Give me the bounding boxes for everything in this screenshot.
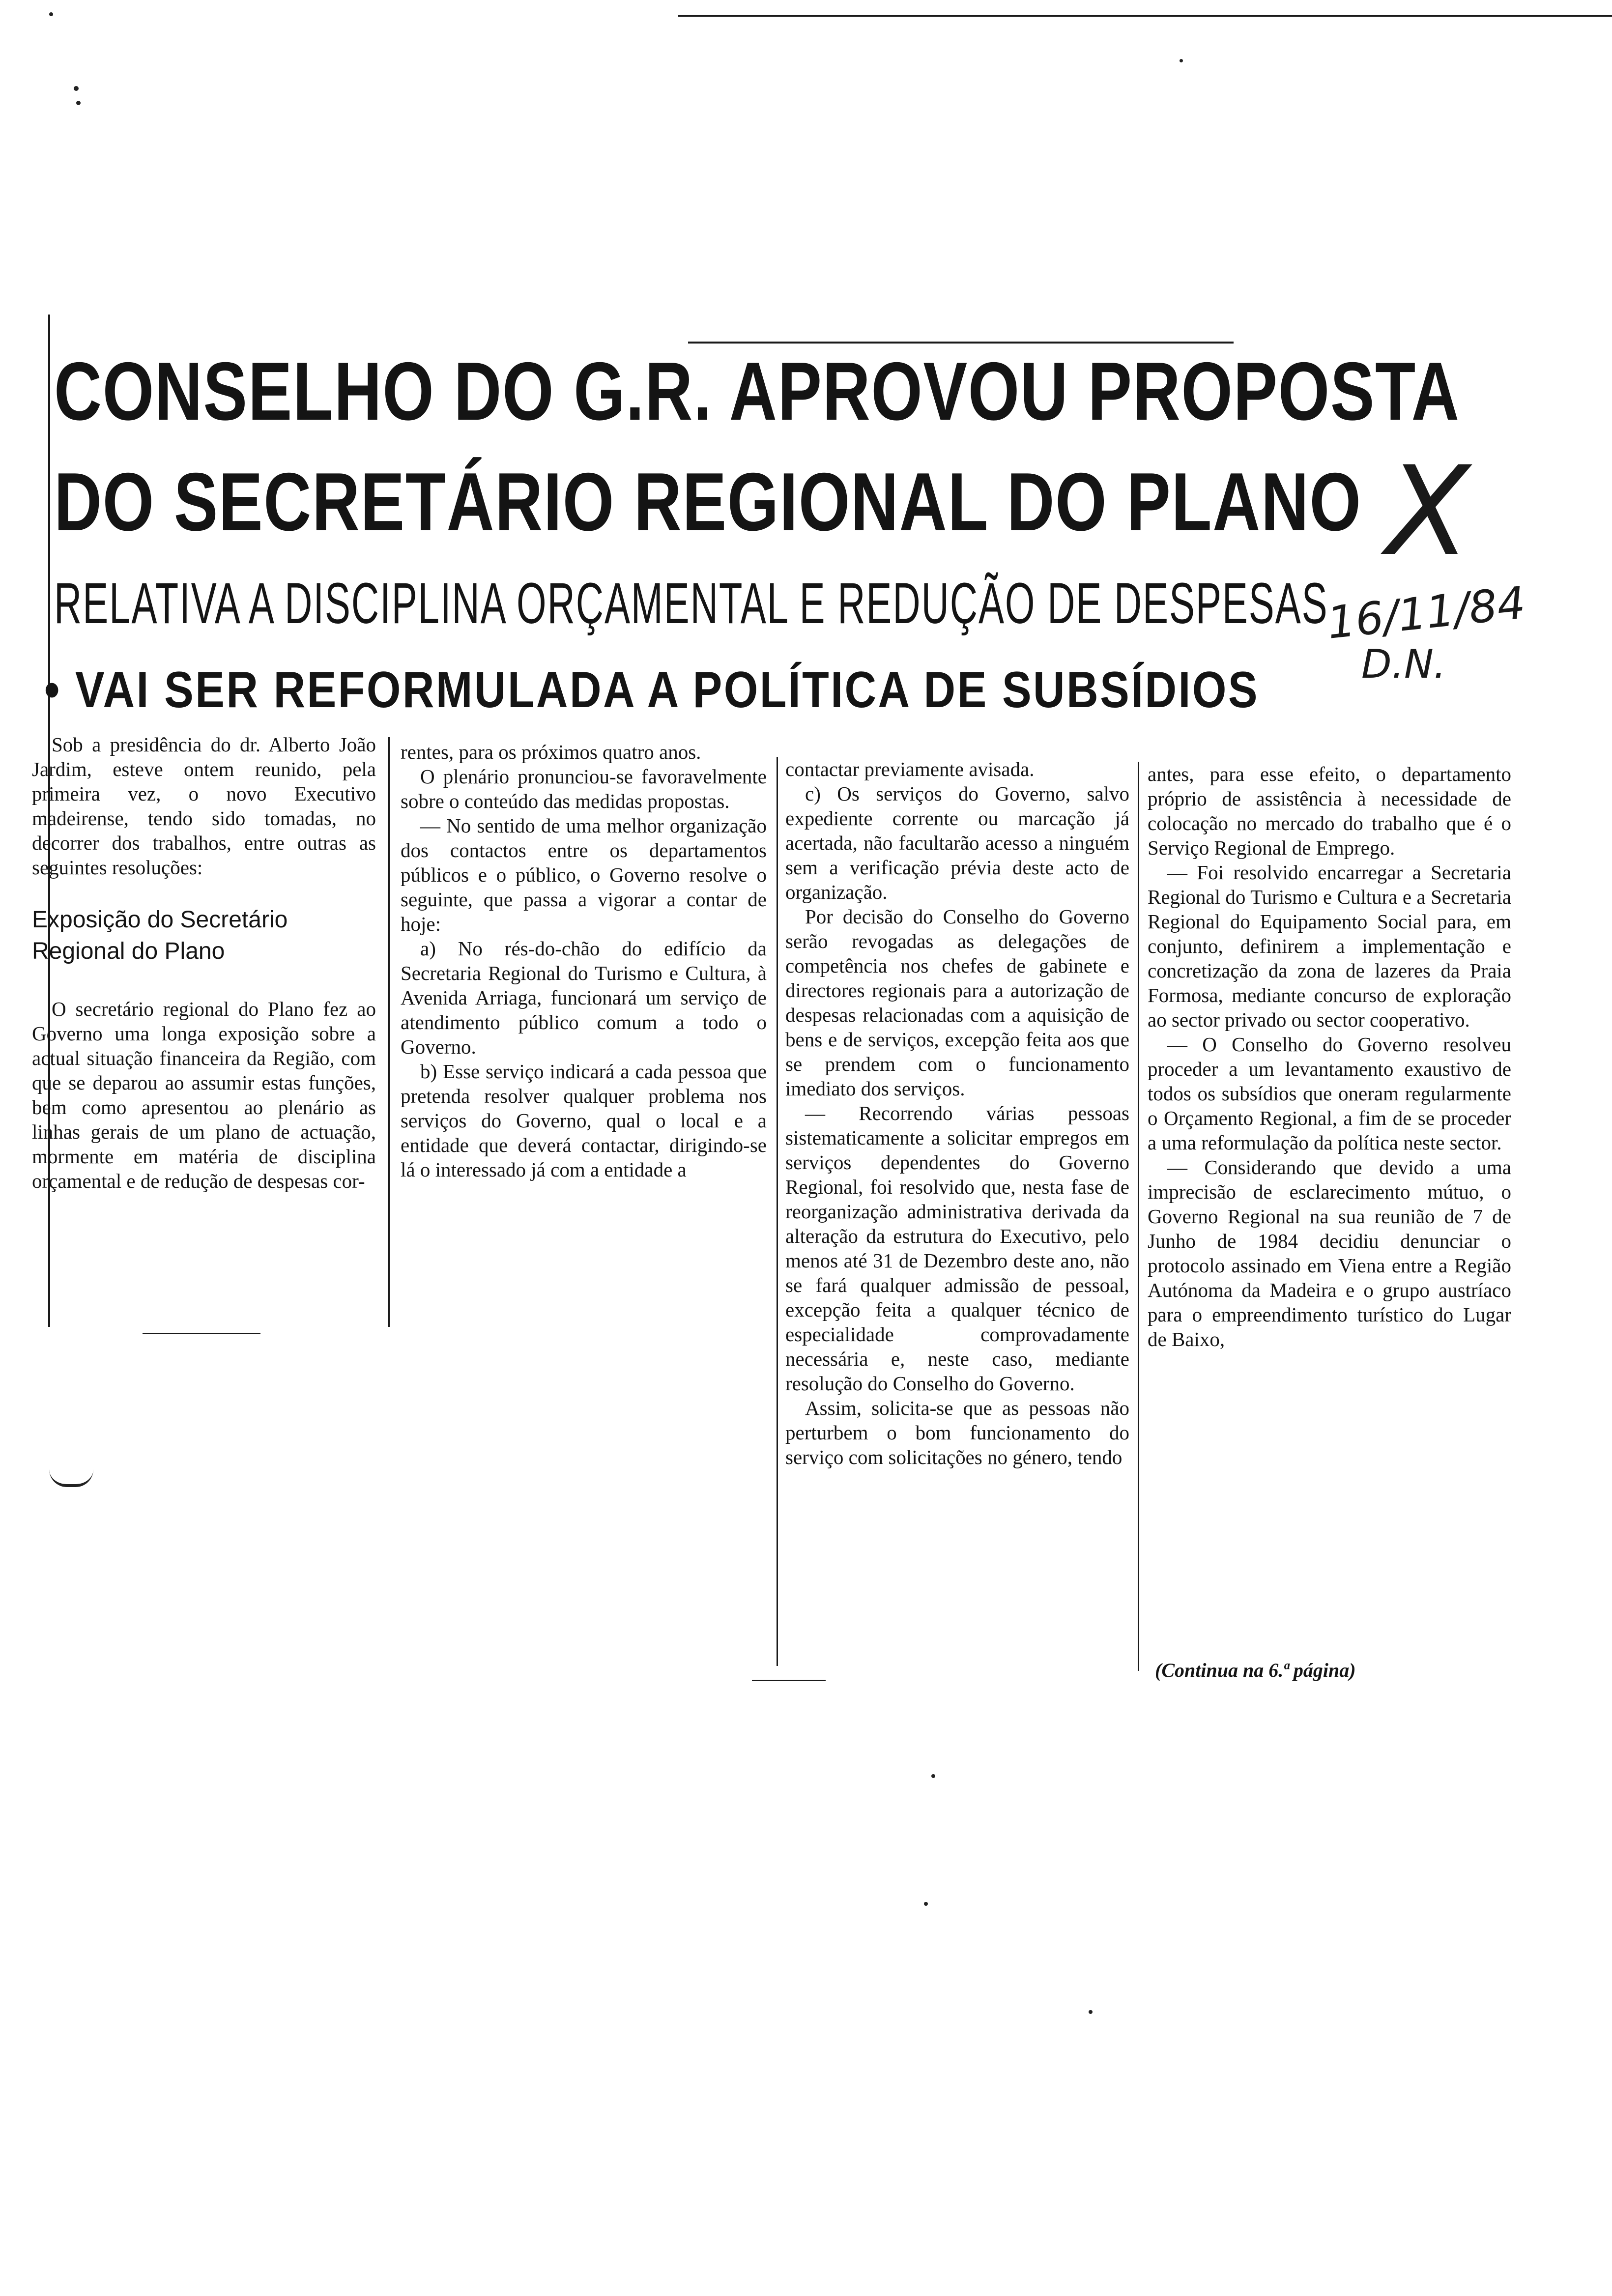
body-paragraph: rentes, para os próximos quatro anos. [401,741,701,763]
body-paragraph: Por decisão do Conselho do Governo serão revogadas as delegações de competência nos chefes de gabinete e directores regionais para a autorização de despesas relacionadas com a aquisição de bens e de serviços, excepção feita aos que se prendem com o funcionamento imediato dos serviços. [785,905,1129,1100]
headline-subtitle: RELATIVA A DISCIPLINA ORÇAMENTAL E REDUÇÃO DE DESPESAS [54,571,1328,636]
scan-speck [924,1902,928,1906]
scan-speck [74,86,79,91]
body-paragraph: O secretário regional do Plano fez ao Governo uma longa exposição sobre a actual situação financeira da Região, com que se deparou ao assumir estas funções, bem como apresentou ao plenário as linhas gerais de um plano de actuação, mormente em matéria de disciplina orçamental e de redução de despesas cor- [32,998,376,1192]
handwritten-mark: X [1386,440,1470,583]
clipping-top-rule [688,342,1234,344]
scan-speck [1089,2010,1093,2014]
article-column-1 [32,732,376,1193]
column-divider [777,757,778,1666]
intro-paragraph: Sob a presidência do dr. Alberto João Jardim, esteve ontem reunido, pela primeira vez, o novo Executivo madeirense, tendo sido tomadas, no decorrer dos trabalhos, entre outras as seguintes resoluções: [32,733,376,879]
article-column-4 [1148,762,1511,1351]
body-paragraph: — Recorrendo várias pessoas sistematicamente a solicitar empregos em serviços dependentes do Governo Regional, foi resolvido que, nesta fase de reorganização administrativa derivada da alteração da estrutura do Executivo, pelo menos até 31 de Dezembro deste ano, não se fará qualquer admissão de pessoal, excepção feita a qualquer técnico de especialidade comprovadamente necessária e, neste caso, mediante resolução do Conselho do Governo. [785,1102,1129,1395]
body-paragraph: contactar previamente avisada. [785,758,1035,780]
body-paragraph: — O Conselho do Governo resolveu proceder a um levantamento exaustivo de todos os subsídios que oneram regularmente o Orçamento Regional, a fim de se proceder a uma reformulação da política neste sector. [1148,1033,1511,1154]
continuation-note: (Continua na 6.ª página) [1155,1659,1356,1681]
bullet-icon: • [44,661,61,718]
body-paragraph: — Considerando que devido a uma imprecisão de esclarecimento mútuo, o Governo Regional na sua reunião de 7 de Junho de 1984 decidiu denunciar o protocolo assinado em Viena entre a Região Autónoma da Madeira e o grupo austríaco para o empreendimento turístico do Lugar de Baixo, [1148,1156,1511,1350]
headline-line-1: CONSELHO DO G.R. APROVOU PROPOSTA [54,345,1460,437]
section-heading: Exposição do Secretário Regional do Plano [32,907,288,964]
headline-kicker [44,661,1259,719]
body-paragraph: Assim, solicita-se que as pessoas não perturbem o bom funcionamento do serviço com solicitações no género, tendo [785,1397,1129,1468]
scan-speck [1180,59,1183,62]
top-edge-line [678,15,1612,17]
column-divider [1138,762,1139,1671]
body-paragraph: O plenário pronunciou-se favoravelmente sobre o conteúdo das medidas propostas. [401,765,767,812]
handwritten-source: D.N. [1361,641,1446,687]
body-paragraph: b) Esse serviço indicará a cada pessoa que pretenda resolver qualquer problema nos serviços do Governo, qual o local e a entidade que deverá contactar, dirigindo-se lá o interessado já com a entidade a [401,1060,767,1181]
kicker-text: VAI SER REFORMULADA A POLÍTICA DE SUBSÍDIOS [75,661,1259,718]
column-end-rule [143,1333,260,1334]
column-end-rule [752,1680,826,1681]
handwritten-date: 16/11/84 [1324,577,1528,649]
scan-speck [76,101,81,105]
scan-speck [49,12,53,16]
body-paragraph: — No sentido de uma melhor organização dos contactos entre os departamentos públicos e o público, o Governo resolve o seguinte, que passa a vigorar a contar de hoje: [401,814,767,935]
column-divider [388,737,390,1327]
body-paragraph: c) Os serviços do Governo, salvo expediente corrente ou marcação já acertada, não facultarão acesso a ninguém sem a verificação prévia deste acto de organização. [785,782,1129,903]
body-paragraph: a) No rés-do-chão do edifício da Secretaria Regional do Turismo e Cultura, à Avenida Arriaga, funcionará um serviço de atendimento público comum a todo o Governo. [401,937,767,1058]
body-paragraph: antes, para esse efeito, o departamento próprio de assistência à necessidade de colocação no mercado do trabalho que é o Serviço Regional de Emprego. [1148,763,1511,859]
body-paragraph: — Foi resolvido encarregar a Secretaria Regional do Turismo e Cultura e a Secretaria Regional do Equipamento Social para, em conjunto, definirem a implementação e concretização da zona de lazeres da Praia Formosa, mediante concurso de exploração ao sector privado ou sector cooperativo. [1148,861,1511,1031]
headline-line-2: DO SECRETÁRIO REGIONAL DO PLANO [54,456,1362,548]
article-column-3 [785,757,1129,1469]
scan-smudge [49,1469,93,1487]
scan-speck [931,1774,935,1778]
article-column-2 [401,740,767,1182]
